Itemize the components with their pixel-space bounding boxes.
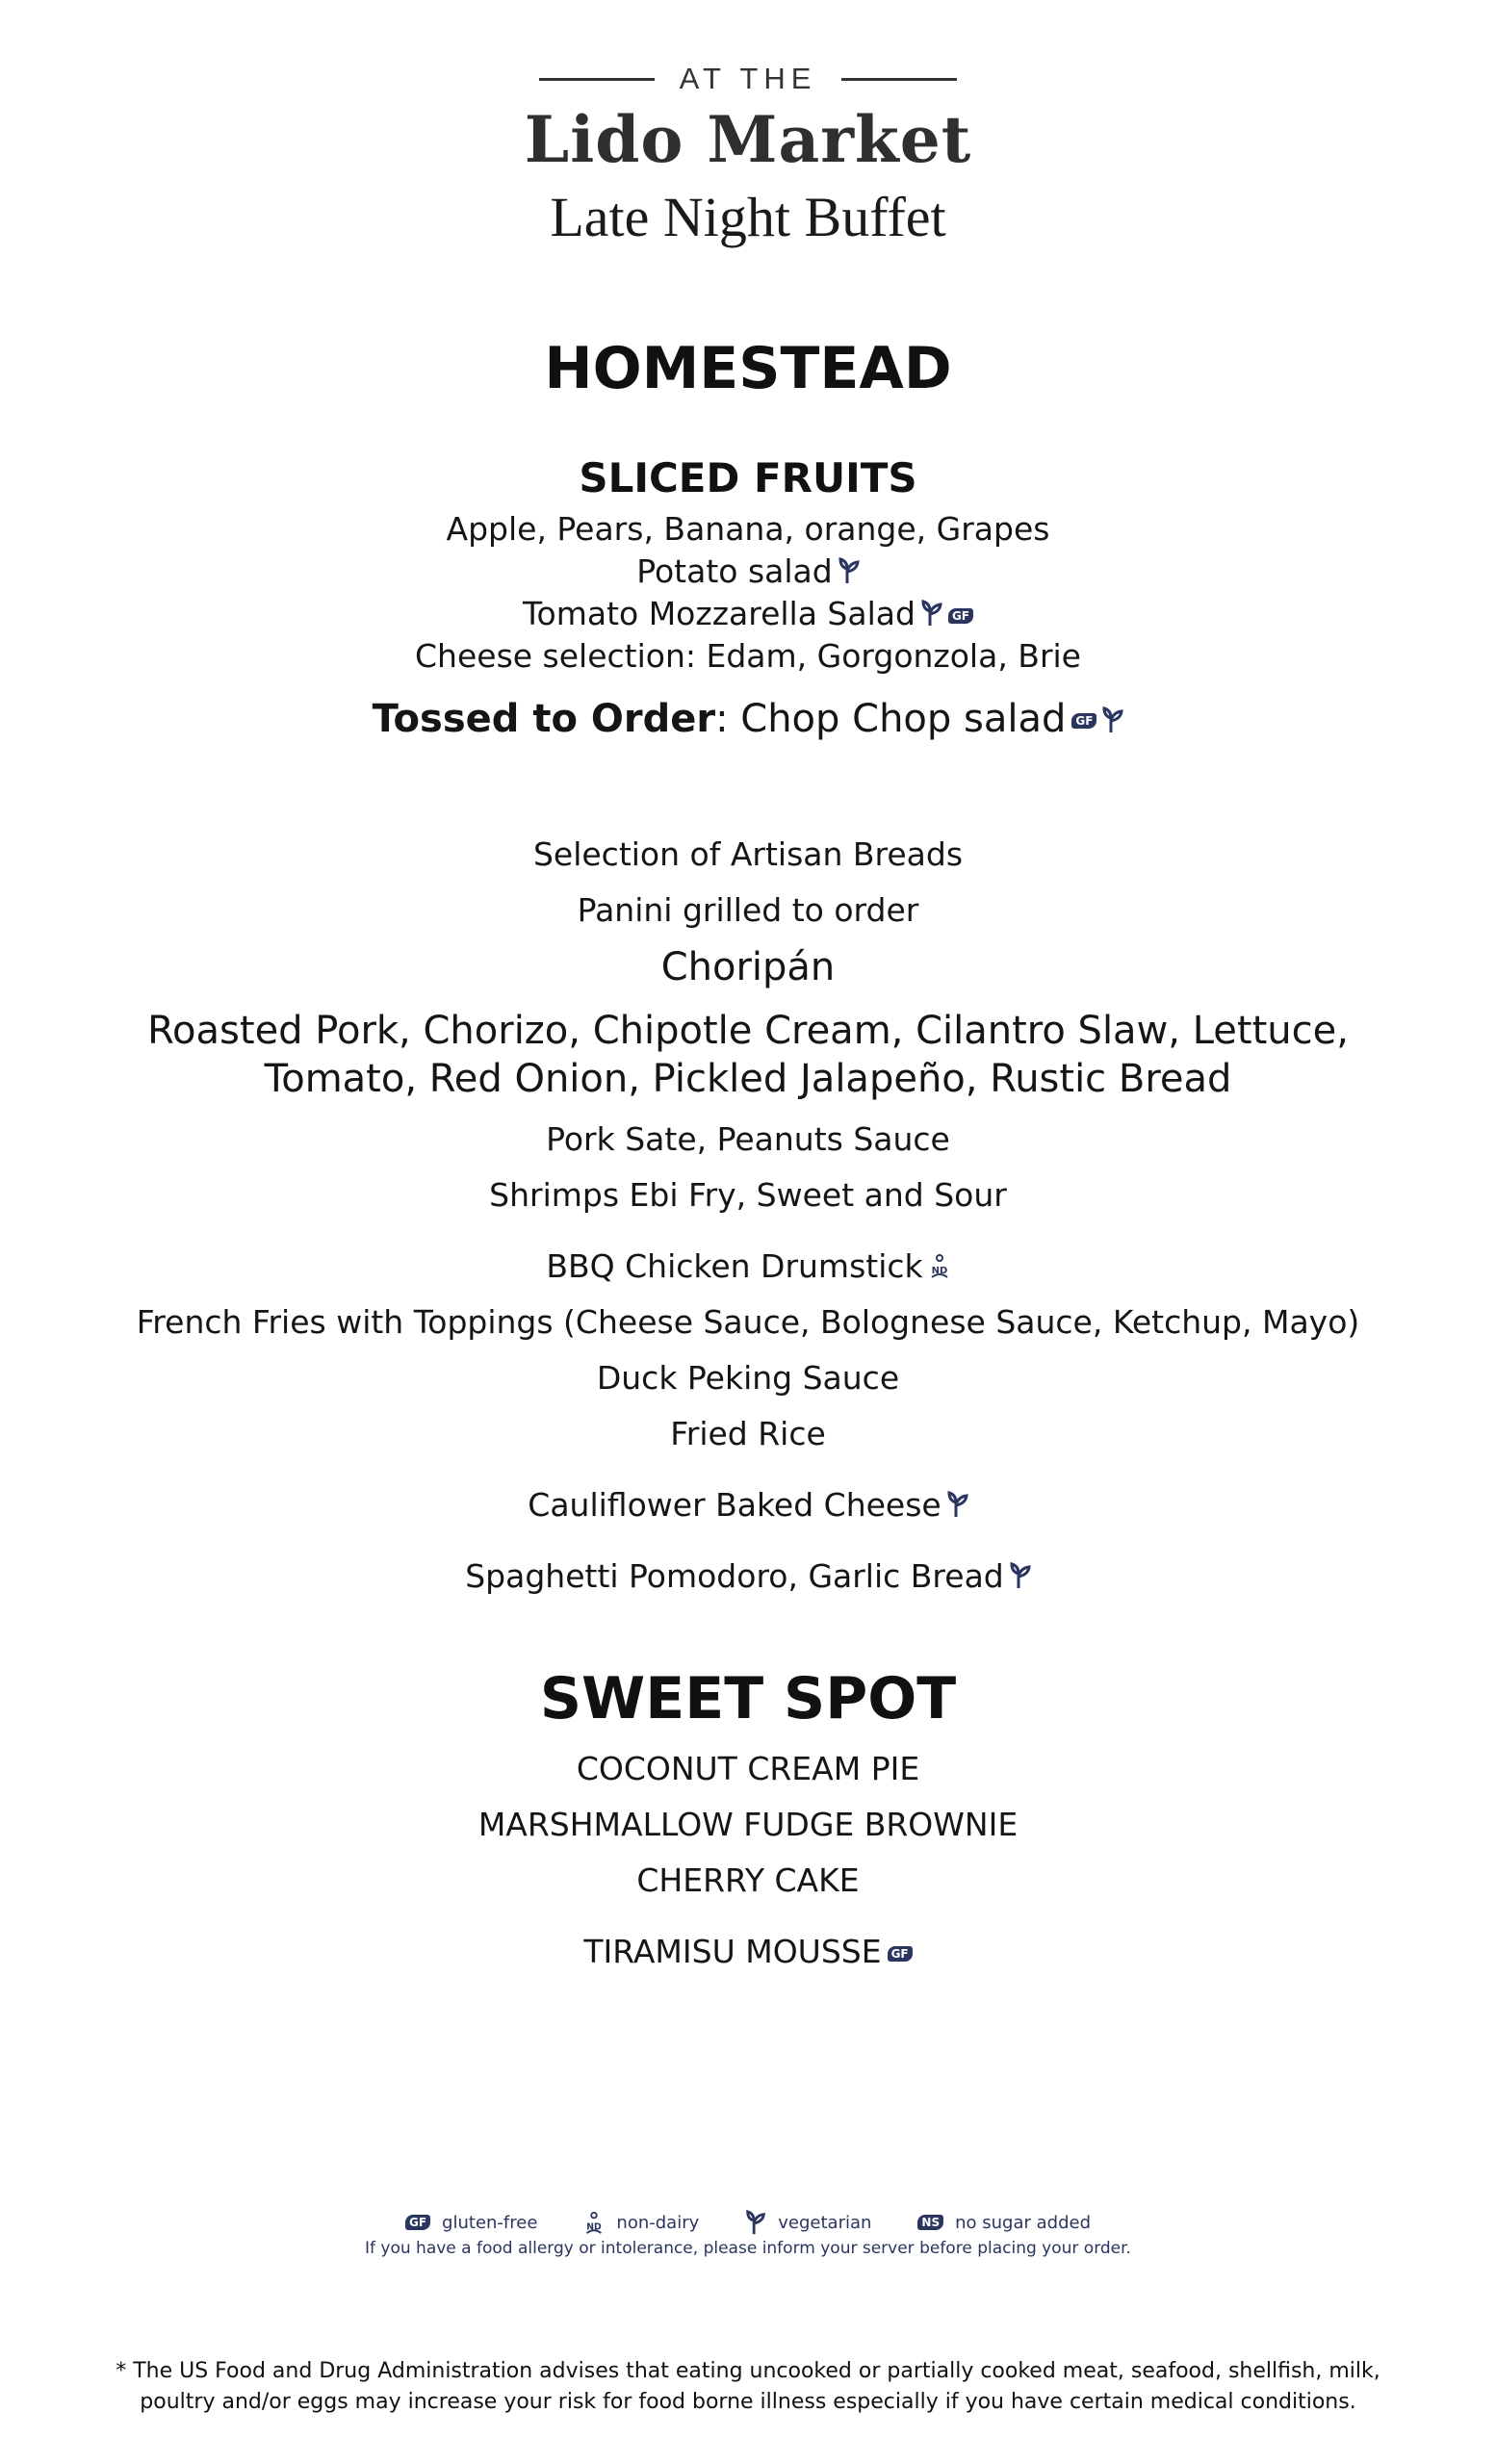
divider-right (841, 78, 957, 81)
brand-logo: Lido Market (524, 102, 972, 177)
menu-item-cheese: Cheese selection: Edam, Gorgonzola, Brie (415, 637, 1081, 675)
gluten-free-icon: GF (888, 1946, 913, 1962)
page-subtitle: Late Night Buffet (550, 186, 946, 248)
divider-left (539, 78, 655, 81)
menu-item-coconut-pie: COCONUT CREAM PIE (576, 1750, 920, 1787)
menu-item-tomato-mozzarella: Tomato Mozzarella Salad GF (0, 595, 1496, 634)
vegetarian-icon (838, 554, 860, 592)
vegetarian-icon (1102, 699, 1123, 743)
menu-item-potato-salad: Potato salad (0, 552, 1496, 592)
menu-item-bbq-chicken: BBQ Chicken Drumstick ND (0, 1247, 1496, 1287)
menu-item-shrimps: Shrimps Ebi Fry, Sweet and Sour (489, 1176, 1007, 1214)
menu-item-fruits: Apple, Pears, Banana, orange, Grapes (446, 510, 1050, 548)
vegetarian-icon (745, 2210, 766, 2235)
menu-item-brownie: MARSHMALLOW FUDGE BROWNIE (477, 1806, 1019, 1843)
gluten-free-icon: GF (1071, 713, 1096, 729)
menu-item-french-fries: French Fries with Toppings (Cheese Sauce, Bolognese Sauce, Ketchup, Mayo) (136, 1303, 1360, 1341)
menu-item-choripan-desc: Roasted Pork, Chorizo, Chipotle Cream, Cilantro Slaw, Lettuce, Tomato, Red Onion, Pickled Jalapeño, Rustic Bread (147, 1009, 1349, 1101)
vegetarian-icon (947, 1488, 968, 1526)
legend-vegetarian: vegetarian (745, 2210, 871, 2235)
no-sugar-icon: NS (917, 2215, 943, 2230)
allergy-note: If you have a food allergy or intolerance, please inform your server before placing your order. (365, 2239, 1131, 2258)
tossed-label: Tossed to Order (372, 697, 716, 741)
non-dairy-icon (583, 2210, 605, 2235)
legend-non-dairy: ND non-dairy (583, 2210, 699, 2235)
menu-item-cherry-cake: CHERRY CAKE (636, 1861, 860, 1899)
menu-item-duck: Duck Peking Sauce (596, 1359, 900, 1397)
brand-tagline (0, 62, 1496, 96)
menu-item-tiramisu: TIRAMISU MOUSSE GF (0, 1933, 1496, 1970)
legend-gluten-free: GF gluten-free (405, 2213, 537, 2233)
section-title-homestead: HOMESTEAD (544, 335, 952, 402)
menu-item-breads: Selection of Artisan Breads (532, 835, 964, 873)
menu-item-choripan: Choripán (660, 945, 836, 989)
section-title-sweet-spot: SWEET SPOT (539, 1665, 957, 1732)
menu-item-spaghetti: Spaghetti Pomodoro, Garlic Bread (0, 1557, 1496, 1597)
menu-item-panini: Panini grilled to order (577, 891, 919, 929)
svg-text:ND: ND (931, 1266, 947, 1276)
menu-item-cauliflower: Cauliflower Baked Cheese (0, 1486, 1496, 1526)
menu-item-tossed: Tossed to Order: Chop Chop salad GF (0, 697, 1496, 743)
gluten-free-icon: GF (948, 608, 973, 624)
non-dairy-icon (929, 1249, 950, 1287)
dietary-legend (0, 2210, 1496, 2235)
at-the-label: AT THE (679, 62, 817, 95)
gluten-free-icon: GF (405, 2215, 430, 2230)
fda-disclaimer: * The US Food and Drug Administration advises that eating uncooked or partially cooked meat, seafood, shellfish, milk, poultry and/or eggs may increase your risk for food borne illness especially if you have certain medical conditions. (116, 2359, 1380, 2414)
svg-text:ND: ND (586, 2221, 603, 2233)
vegetarian-icon (921, 597, 942, 634)
legend-no-sugar: NS no sugar added (917, 2213, 1091, 2233)
menu-item-fried-rice: Fried Rice (670, 1415, 826, 1452)
subsection-title-sliced-fruits: SLICED FRUITS (579, 454, 917, 501)
menu-item-pork-sate: Pork Sate, Peanuts Sauce (546, 1120, 950, 1158)
vegetarian-icon (1010, 1559, 1031, 1597)
